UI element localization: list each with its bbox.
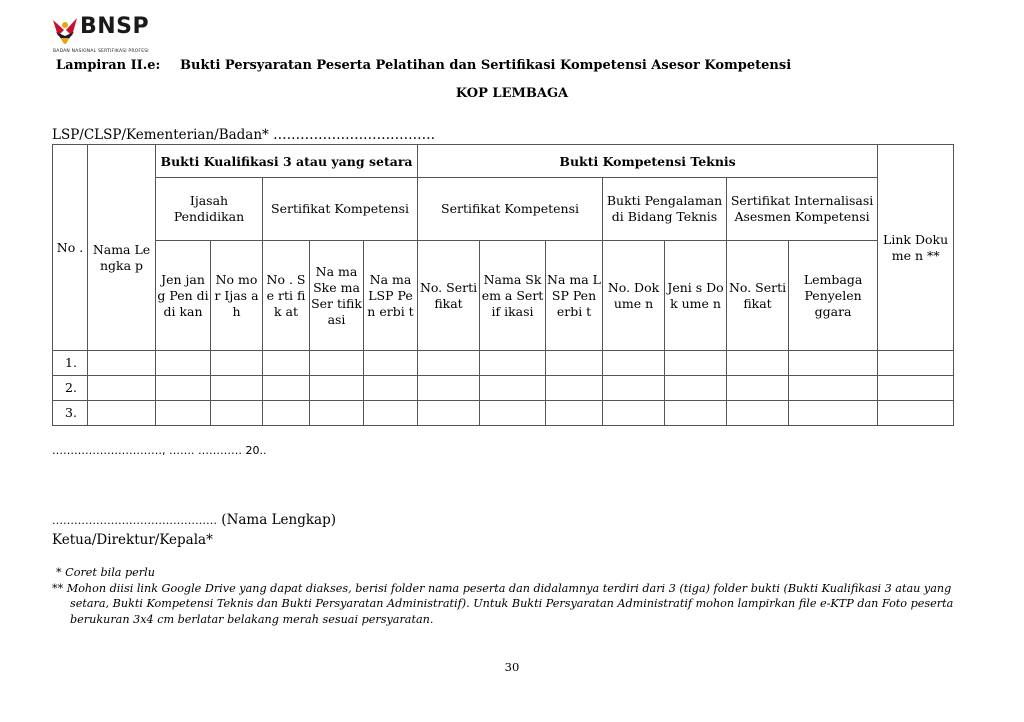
sub-sertifikat-internalisasi: Sertifikat Internalisasi Asesmen Kompetensi	[727, 178, 878, 241]
kop-lembaga: KOP LEMBAGA	[455, 86, 569, 101]
logo-text: BNSP	[80, 14, 150, 39]
leaf-no-sertifikat-teknis: No. Serti fikat	[418, 241, 480, 351]
note-2-line-1: ** Mohon diisi link Google Drive yang dapat diakses, berisi folder nama peserta dan didalamnya terdiri dari 3 (tiga) folder bukti (Bukti Kualifikasi 3 atau yang	[52, 581, 952, 595]
attachment-label: Lampiran II.e:	[56, 58, 161, 73]
col-nama: Nama Lengka p	[88, 145, 156, 351]
bnsp-logo	[50, 16, 170, 56]
note-2-line-3: berukuran 3x4 cm berlatar belakang merah sesuai persyaratan.	[70, 612, 434, 626]
leaf-nama-lsp: Na ma LSP Pen erbi t	[364, 241, 418, 351]
signature-line	[52, 512, 336, 528]
leaf-no-sertifikat: No . Se rti fik at	[263, 241, 310, 351]
leaf-nama-skema: Na ma Ske ma Ser tifik asi	[310, 241, 364, 351]
footnotes	[52, 565, 982, 627]
note-1: * Coret bila perlu	[56, 566, 155, 579]
note-2-line-2: setara, Bukti Kompetensi Teknis dan Bukti Persyaratan Administratif). Untuk Bukti Persyaratan Administratif mohon lampirkan file e-KTP dan Foto peserta	[70, 597, 954, 610]
signature-dots: ………………………………………	[52, 514, 217, 527]
signature-role: Ketua/Direktur/Kepala*	[52, 532, 213, 548]
note-2	[52, 581, 982, 628]
row-number: 2.	[53, 376, 88, 401]
leaf-lembaga: Lembaga Penyelen ggara	[789, 241, 878, 351]
row-number: 3.	[53, 401, 88, 426]
attachment-header	[56, 58, 791, 73]
sub-ijasah: Ijasah Pendidikan	[156, 178, 263, 241]
group-kualifikasi: Bukti Kualifikasi 3 atau yang setara	[156, 145, 418, 178]
col-link: Link Dokume n **	[878, 145, 954, 351]
leaf-jenjang: Jen jan g Pen didi kan	[156, 241, 211, 351]
row-number: 1.	[53, 351, 88, 376]
leaf-no-ijasah: No mo r Ijas ah	[211, 241, 263, 351]
lsp-line: LSP/CLSP/Kementerian/Badan* ………………………………	[52, 127, 436, 143]
leaf-nama-skema-teknis: Nama Skem a Sertif ikasi	[480, 241, 546, 351]
attachment-title: Bukti Persyaratan Peserta Pelatihan dan Sertifikasi Kompetensi Asesor Kompetensi	[180, 58, 792, 73]
sub-sertifikat-kompetensi-teknis: Sertifikat Kompetensi	[418, 178, 603, 241]
leaf-nama-lsp-teknis: Na ma LSP Pen erbi t	[546, 241, 603, 351]
requirements-table	[52, 144, 954, 426]
leaf-no-sertifikat-internal: No. Serti fikat	[727, 241, 789, 351]
date-line: …………………………, ……. ………… 20..	[52, 444, 267, 457]
logo-subtitle: BADAN NASIONAL SERTIFIKASI PROFESI	[53, 49, 149, 54]
sub-sertifikat-kompetensi: Sertifikat Kompetensi	[263, 178, 418, 241]
leaf-jenis-dokumen: Jeni s Dok ume n	[665, 241, 727, 351]
leaf-no-dokumen: No. Dok ume n	[603, 241, 665, 351]
col-no: No .	[53, 145, 88, 351]
signature-name: (Nama Lengkap)	[221, 512, 336, 528]
page-number: 30	[504, 660, 520, 674]
group-teknis: Bukti Kompetensi Teknis	[418, 145, 878, 178]
table-row	[53, 401, 954, 426]
sub-bukti-pengalaman: Bukti Pengalaman di Bidang Teknis	[603, 178, 727, 241]
bnsp-emblem-icon	[50, 16, 80, 50]
table-row	[53, 351, 954, 376]
table-row	[53, 376, 954, 401]
